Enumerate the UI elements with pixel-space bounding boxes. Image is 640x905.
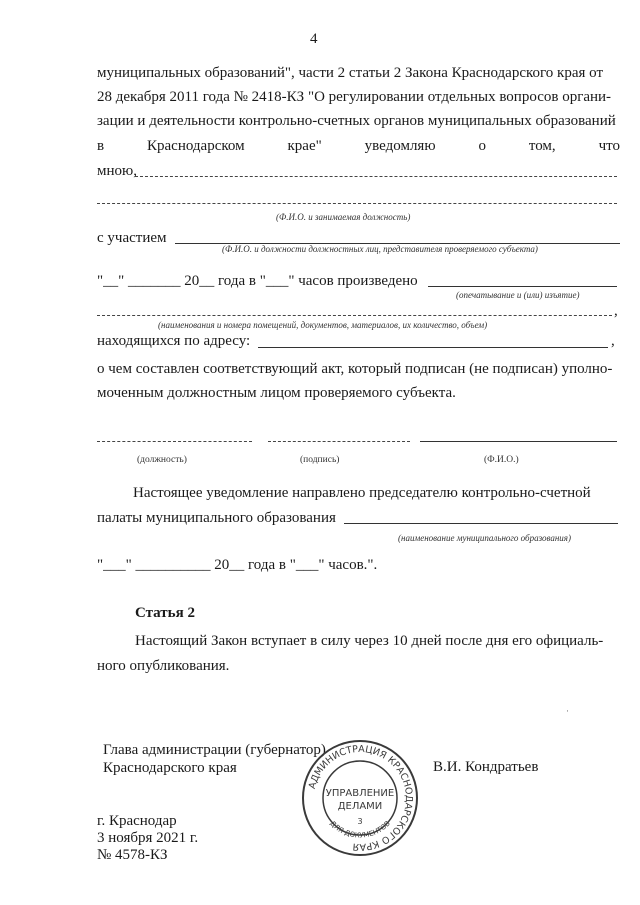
stamp-seal	[300, 738, 420, 858]
word: крае"	[287, 138, 322, 154]
position-line	[97, 441, 252, 442]
signatory-title: Краснодарского края	[103, 760, 237, 776]
comma: ,	[611, 333, 615, 349]
article-heading: Статья 2	[135, 605, 195, 621]
paragraph-line: муниципальных образований", части 2 статьи 2 Закона Краснодарского края от	[97, 65, 604, 81]
address-label: находящихся по адресу:	[97, 333, 251, 349]
caption-signature: (подпись)	[300, 455, 340, 465]
caption-sealing: (опечатывание и (или) изъятие)	[456, 290, 580, 300]
article-line: Настоящий Закон вступает в силу через 10 дней после дня его официаль-	[135, 633, 604, 649]
signatory-title: Глава администрации (губернатор)	[103, 742, 326, 758]
stamp-bottom-text: ДЛЯ ДОКУМЕНТОВ	[328, 819, 392, 840]
word: Краснодарском	[147, 138, 245, 154]
stamp-number: 3	[357, 817, 363, 826]
document-number: № 4578-КЗ	[97, 847, 168, 863]
city: г. Краснодар	[97, 813, 177, 829]
signatory-name: В.И. Кондратьев	[433, 759, 539, 775]
notice-line: палаты муниципального образования	[97, 510, 336, 526]
word: том,	[528, 138, 556, 154]
fill-line	[135, 176, 617, 177]
document-date: 3 ноября 2021 г.	[97, 830, 199, 846]
paragraph-line: о чем составлен соответствующий акт, который подписан (не подписан) уполно-	[97, 361, 613, 377]
notice-date-line: "___" __________ 20__ года в "___" часов.".	[97, 557, 378, 573]
caption-municipality: (наименование муниципального образования)	[398, 533, 571, 543]
caption-premises: (наименования и номера помещений, документов, материалов, их количество, объем)	[158, 320, 488, 330]
caption-fio: (Ф.И.О.)	[484, 455, 519, 465]
word: что	[598, 138, 620, 154]
fill-line	[97, 315, 612, 316]
comma: ,	[614, 303, 618, 319]
fill-line	[258, 347, 608, 348]
participation-label: с участием	[97, 230, 167, 246]
paragraph-line: моченным должностным лицом проверяемого субъекта.	[97, 385, 456, 401]
signature-line	[268, 441, 410, 442]
fill-line	[97, 203, 617, 204]
fill-line	[428, 286, 617, 287]
notice-line: Настоящее уведомление направлено председателю контрольно-счетной	[133, 485, 591, 501]
word: в	[97, 138, 105, 154]
stamp-center-text: ДЕЛАМИ	[337, 801, 383, 812]
caption-officials: (Ф.И.О. и должности должностных лиц, представителя проверяемого субъекта)	[222, 244, 538, 254]
page-number: 4	[310, 31, 318, 47]
caption-fio-position: (Ф.И.О. и занимаемая должность)	[276, 212, 411, 222]
fill-line	[344, 523, 618, 524]
stamp-center-text: УПРАВЛЕНИЕ	[325, 788, 395, 799]
scan-mark: ·	[566, 706, 569, 716]
paragraph-line: 28 декабря 2011 года № 2418-КЗ "О регулировании отдельных вопросов органи-	[97, 89, 612, 105]
justified-line	[97, 137, 620, 155]
fio-line	[420, 441, 617, 442]
paragraph-line: зации и деятельности контрольно-счетных органов муниципальных образований	[97, 113, 616, 129]
caption-position: (должность)	[137, 455, 187, 465]
paragraph-line: мною,	[97, 163, 137, 179]
date-line: "__" _______ 20__ года в "___" часов произведено	[97, 273, 418, 289]
word: уведомляю	[364, 138, 436, 154]
stamp-ring-text: АДМИНИСТРАЦИЯ КРАСНОДАРСКОГО КРАЯ	[306, 743, 415, 853]
word: о	[478, 138, 486, 154]
article-line: ного опубликования.	[97, 658, 230, 674]
